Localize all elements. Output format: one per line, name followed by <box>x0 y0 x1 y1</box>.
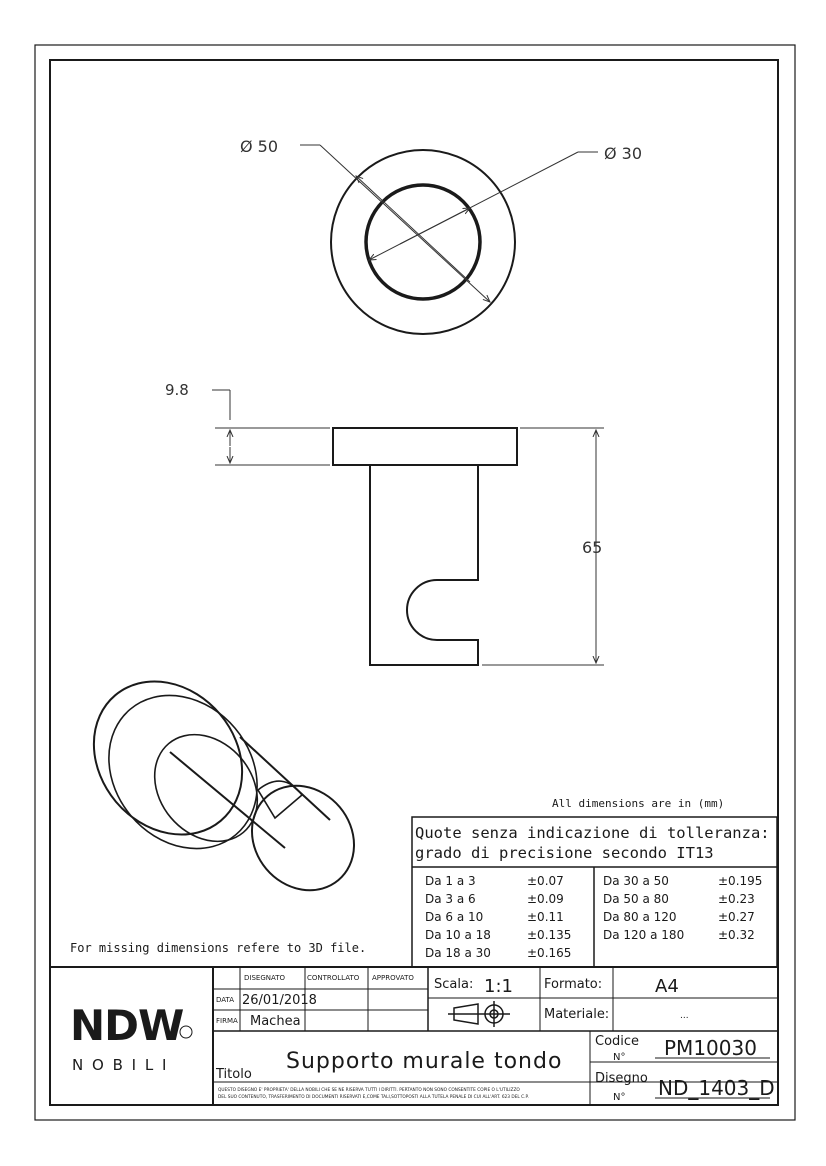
col-disegnato: DISEGNATO <box>244 974 286 982</box>
tol-value-r1: ±0.195 <box>718 874 763 888</box>
col-approvato: APPROVATO <box>372 974 414 982</box>
tol-value-r4: ±0.32 <box>718 928 755 942</box>
flange-thickness-label: 9.8 <box>165 381 189 399</box>
drawing-number: ND_1403_D <box>658 1076 775 1100</box>
tolerance-heading-1: Quote senza indicazione di tolleranza: <box>415 824 770 842</box>
drawing-date: 26/01/2018 <box>242 993 317 1008</box>
tol-value-l2: ±0.09 <box>527 892 564 906</box>
side-view <box>212 390 604 665</box>
tol-range-r2: Da 50 a 80 <box>603 892 669 906</box>
tol-value-l5: ±0.165 <box>527 946 572 960</box>
code-no-label: N° <box>613 1052 626 1063</box>
company-brand: N O B I L I <box>72 1056 169 1074</box>
outer-frame <box>35 45 795 1120</box>
code-value: PM10030 <box>664 1036 757 1060</box>
tol-value-l4: ±0.135 <box>527 928 572 942</box>
tol-value-r3: ±0.27 <box>718 910 755 924</box>
missing-dimensions-note: For missing dimensions refere to 3D file. <box>70 941 367 955</box>
tol-range-l2: Da 3 a 6 <box>425 892 476 906</box>
inner-diameter-label: Ø 30 <box>604 144 643 163</box>
drawing-title: Supporto murale tondo <box>286 1049 563 1074</box>
material-label: Materiale: <box>544 1007 610 1022</box>
top-view <box>300 145 598 334</box>
scale-value: 1:1 <box>484 976 513 997</box>
tolerance-heading-2: grado di precisione secondo IT13 <box>415 844 714 862</box>
scale-label: Scala: <box>434 977 474 992</box>
row-firma: FIRMA <box>216 1017 238 1025</box>
projection-symbol-icon <box>448 1001 510 1027</box>
drawing-label: Disegno <box>595 1071 648 1086</box>
tol-range-r1: Da 30 a 50 <box>603 874 669 888</box>
title-label: Titolo <box>216 1067 252 1082</box>
tol-range-l1: Da 1 a 3 <box>425 874 476 888</box>
format-label: Formato: <box>544 977 603 992</box>
tol-range-l5: Da 18 a 30 <box>425 946 491 960</box>
isometric-view <box>63 651 375 911</box>
material-value: ... <box>680 1011 689 1021</box>
legal-notice-1: QUESTO DISEGNO E' PROPRIETA' DELLA NOBILI CHE SE NE RISERVA TUTTI I DIRITTI. PERTANTO NON SONO CONSENTITE COPIE O L'UTILIZZO <box>218 1088 520 1093</box>
row-data: DATA <box>216 996 235 1004</box>
units-note: All dimensions are in (mm) <box>552 797 725 810</box>
company-logo: NDW <box>70 1001 184 1050</box>
tol-range-l3: Da 6 a 10 <box>425 910 484 924</box>
legal-notice-2: DEL SUO CONTENUTO, TRASFERIMENTO DI DOCUMENTI RISERVATI E,COME TALI,SOTTOPOSTI ALLA TUTELA PENALE DI CUI ALL'ART. 623 DEL C.P. <box>218 1095 529 1100</box>
tol-range-r3: Da 80 a 120 <box>603 910 677 924</box>
tol-range-l4: Da 10 a 18 <box>425 928 491 942</box>
tol-value-l1: ±0.07 <box>527 874 564 888</box>
drawing-no-label: N° <box>613 1092 626 1103</box>
code-label: Codice <box>595 1034 640 1049</box>
height-label: 65 <box>582 538 603 557</box>
col-controllato: CONTROLLATO <box>307 974 360 982</box>
tol-value-r2: ±0.23 <box>718 892 755 906</box>
drawing-signature: Machea <box>250 1014 301 1029</box>
outer-diameter-label: Ø 50 <box>240 137 279 156</box>
format-value: A4 <box>655 976 679 997</box>
tol-range-r4: Da 120 a 180 <box>603 928 685 942</box>
tol-value-l3: ±0.11 <box>527 910 564 924</box>
